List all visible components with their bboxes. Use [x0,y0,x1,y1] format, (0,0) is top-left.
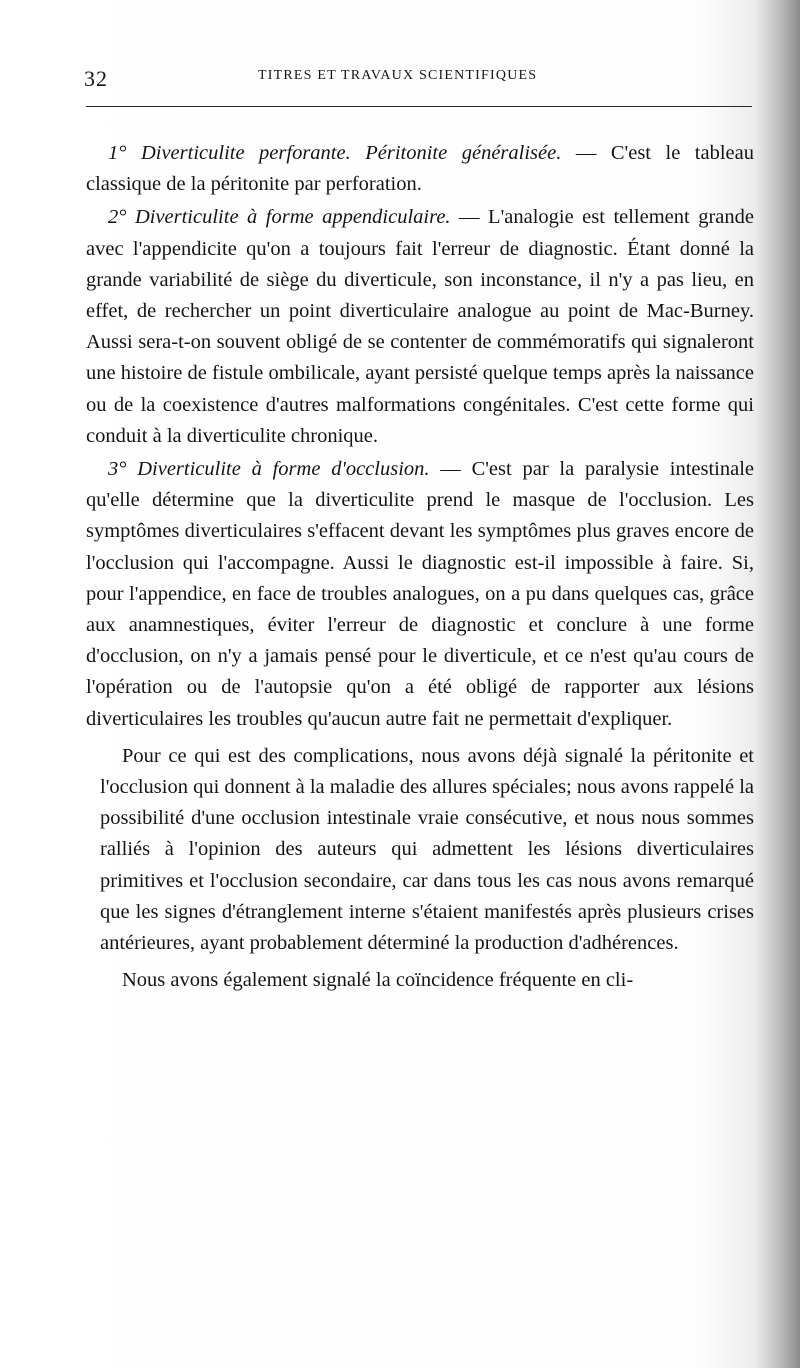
page-body [86,136,754,996]
running-title: TITRES ET TRAVAUX SCIENTIFIQUES [258,68,538,83]
section-heading-1: 1° Diverticulite perforante. Péritonite généralisée. [108,142,562,164]
section-heading-3: 3° Diverticulite à forme d'occlusion. [108,458,430,481]
section-text-2: — L'analogie est tellement grande avec l'appendicite qu'on a toujours fait l'erreur de diagnostic. Étant donné la grande variabilité de siège du diverticule, son inconstance, il n'y a pas lieu, en effet, de rechercher un point diverticulaire analogue au point de Mac-Burney. Aussi sera-t-on souvent obligé de se contenter de commémoratifs qui signaleront une histoire de fistule ombilicale, ayant persisté quelque temps après la naissance ou de la coexistence d'autres malformations congénitales. C'est cette forme qui conduit à la diverticulite chronique. [86,206,754,447]
body-paragraph-2: Nous avons également signalé la coïncidence fréquente en cli- [122,969,634,992]
body-paragraph-1: Pour ce qui est des complications, nous avons déjà signalé la péritonite et l'occlusion qui donnent à la maladie des allures spéciales; nous avons rappelé la possibilité d'une occlusion intestinale vraie consécutive, et nous nous sommes ralliés à l'opinion des auteurs qui admettent les lésions diverticulaires primitives et l'occlusion secondaire, car dans tous les cas nous avons remarqué que les signes d'étranglement interne s'étaient manifestés après plusieurs crises antérieures, ayant probablement déterminé la production d'adhérences. [100,744,754,955]
page-number: 32 [84,66,108,91]
section-paragraph-1 [86,138,754,200]
section-paragraph-2 [86,202,754,452]
section-text-1: — C'est le tableau classique de la péritonite par perforation. [86,142,754,196]
header-rule [86,106,752,107]
section-heading-2: 2° Diverticulite à forme appendiculaire. [108,206,451,229]
section-paragraph-3 [86,454,754,735]
section-text-3: — C'est par la paralysie intestinale qu'elle détermine que la diverticulite prend le masque de l'occlusion. Les symptômes diverticulaires s'effacent devant les symptômes plus graves encore de l'occlusion qui l'accompagne. Aussi le diagnostic est-il impossible à faire. Si, pour l'appendice, en face de troubles analogues, on a pu dans quelques cas, grâce aux anamnestiques, éviter l'erreur de diagnostic et conclure à une forme d'occlusion, on n'y a jamais pensé pour le diverticule, et ce n'est qu'au cours de l'opération ou de l'autopsie qu'on a été obligé de rapporter aux lésions diverticulaires les troubles qu'aucun autre fait ne permettait d'expliquer. [86,458,754,730]
